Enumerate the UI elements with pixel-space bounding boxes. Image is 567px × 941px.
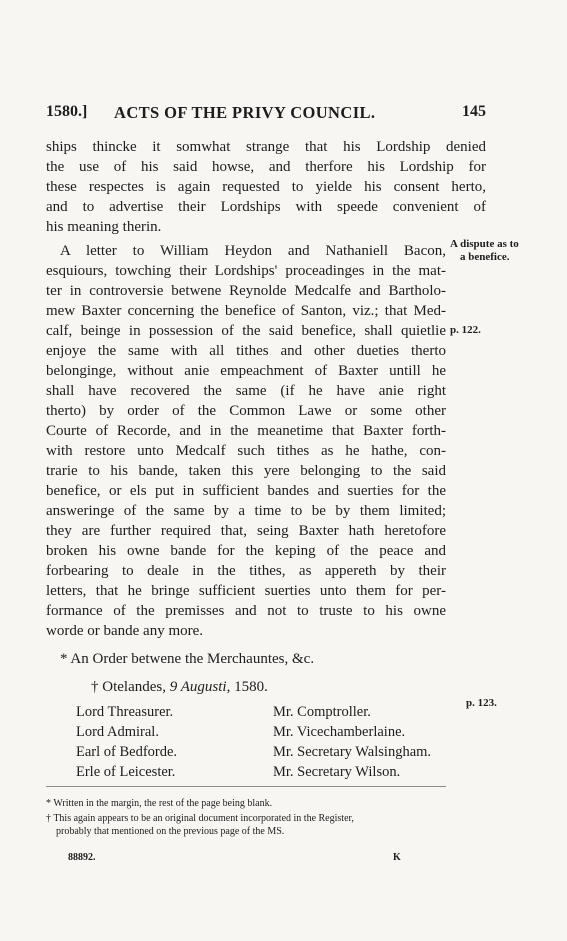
header-year: 1580.] [46, 103, 88, 120]
text-line: with restore unto Medcalf such tithes as he hathe, con- [46, 443, 446, 459]
text-line: ships thincke it somwhat strange that his Lordship denied [46, 139, 486, 155]
text-line: enjoye the same with all tithes and other dueties therto [46, 343, 446, 359]
text-line: trarie to his bande, taken this yere belonging to the said [46, 463, 446, 479]
text-line: formance of the premisses and not to truste to his owne [46, 603, 446, 619]
text-line: therto) by order of the Common Lawe or some other [46, 403, 446, 419]
text-line: and to advertise their Lordships with speede convenient of [46, 199, 486, 215]
attendee: Mr. Comptroller. [273, 704, 371, 720]
footnote-2-cont: probably that mentioned on the previous page of the MS. [56, 826, 285, 837]
footnote-1: * Written in the margin, the rest of the page being blank. [46, 798, 273, 809]
text-line: shall have recovered the same (if he have anie right [46, 383, 446, 399]
text-line: mew Baxter concerning the benefice of Santon, viz.; that Med- [46, 303, 446, 319]
signature-letter: K [393, 852, 401, 863]
text-line: his meaning therin. [46, 219, 162, 235]
attendee: Lord Threasurer. [76, 704, 174, 720]
text-line: these respectes is again requested to yielde his consent herto, [46, 179, 486, 195]
text-line: answeringe of the same by a time to be by them limited; [46, 503, 446, 519]
margin-note-p122: p. 122. [450, 324, 481, 336]
order-heading: * An Order betwene the Merchauntes, &c. [60, 651, 315, 667]
text-line: ter in controversie betwene Reynolde Medcalfe and Bartholo- [46, 283, 446, 299]
attendee: Mr. Vicechamberlaine. [273, 724, 406, 740]
text-line: A letter to William Heydon and Nathaniell Bacon, [60, 243, 446, 259]
dateline-prefix: † Otelandes, [91, 679, 170, 695]
text-line: calf, beinge in possession of the said benefice, shall quietlie [46, 323, 446, 339]
signature-number: 88892. [68, 852, 96, 863]
text-line: benefice, or els put in sufficient bandes and suerties for the [46, 483, 446, 499]
attendee: Mr. Secretary Wilson. [273, 764, 401, 780]
footnote-rule [46, 786, 446, 787]
footnote-2: † This again appears to be an original document incorporated in the Register, [46, 813, 354, 824]
running-header [46, 103, 486, 127]
attendee: Erle of Leicester. [76, 764, 176, 780]
text-line: they are further required that, seing Baxter hath heretofore [46, 523, 446, 539]
dateline [91, 678, 391, 696]
margin-note-p123: p. 123. [466, 697, 497, 709]
text-line: esquiours, towching their Lordships' proceadinges in the mat- [46, 263, 446, 279]
margin-note-line: A dispute as to [450, 238, 519, 250]
text-line: the use of his said howse, and therfore his Lordship for [46, 159, 486, 175]
dateline-suffix: , 1580. [226, 679, 268, 695]
text-line: belonginge, without anie empeachment of Baxter untill he [46, 363, 446, 379]
text-line: worde or bande any more. [46, 623, 204, 639]
text-line: forbearing to deale in the tithes, as appereth by their [46, 563, 446, 579]
text-line: broken his owne bande for the keping of the peace and [46, 543, 446, 559]
margin-note-line: a benefice. [460, 251, 510, 263]
text-line: Courte of Recorde, and in the meanetime that Baxter forth- [46, 423, 446, 439]
attendee: Lord Admiral. [76, 724, 159, 740]
margin-note-dispute [450, 238, 519, 264]
header-title: ACTS OF THE PRIVY COUNCIL. [114, 103, 376, 122]
header-page-number: 145 [462, 103, 486, 120]
attendees-right-column [273, 702, 431, 782]
attendees-left-column [76, 702, 177, 782]
dateline-date: 9 Augusti [169, 679, 227, 695]
attendee: Mr. Secretary Walsingham. [273, 744, 432, 760]
text-line: letters, that he bringe sufficient suerties unto them for per- [46, 583, 446, 599]
attendee: Earl of Bedforde. [76, 744, 178, 760]
